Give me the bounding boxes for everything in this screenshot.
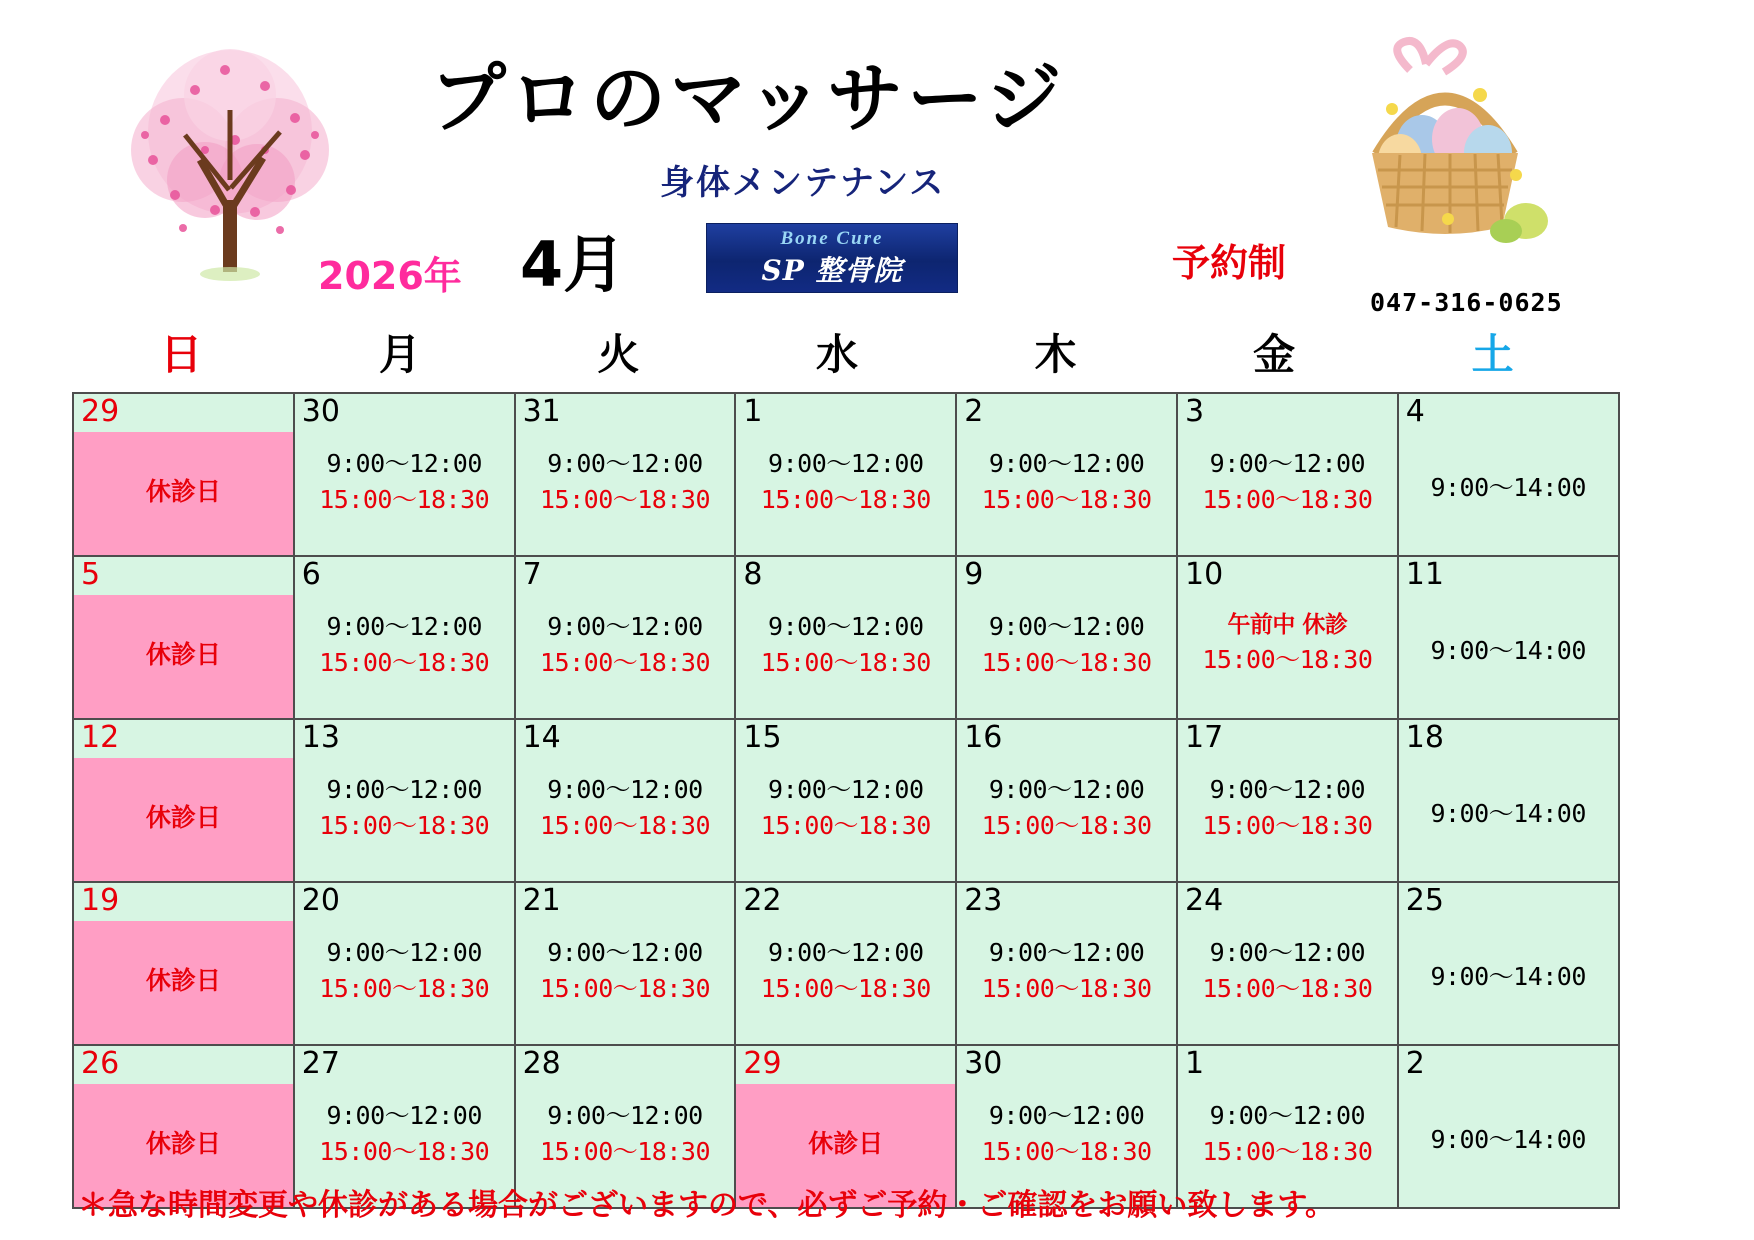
weekday-saturday: 土 (1471, 330, 1514, 379)
day-number: 13 (301, 720, 340, 755)
month-label: 4月 (520, 228, 626, 301)
calendar-day-cell[interactable] (73, 556, 294, 719)
year-label: 2026年 (318, 254, 462, 298)
calendar-grid (72, 392, 1620, 1209)
day-number: 5 (81, 557, 101, 592)
day-hours (1399, 935, 1618, 995)
day-number: 31 (522, 394, 561, 429)
hours-afternoon: 15:00～18:30 (981, 974, 1152, 1004)
hours-morning: 9:00～12:00 (326, 1101, 482, 1130)
calendar-day-cell[interactable] (956, 882, 1177, 1045)
calendar-day-cell[interactable] (73, 882, 294, 1045)
day-number: 2 (964, 394, 984, 429)
easter-basket-icon (1330, 35, 1560, 250)
day-number: 14 (522, 720, 561, 755)
day-hours (736, 446, 955, 519)
hours-afternoon: 15:00～18:30 (319, 485, 490, 515)
calendar-day-cell[interactable] (735, 393, 956, 556)
hours-morning: 9:00～12:00 (988, 449, 1145, 478)
hours-afternoon: 15:00～18:30 (981, 811, 1152, 841)
day-number: 9 (964, 557, 984, 592)
hours-afternoon: 15:00～18:30 (981, 485, 1152, 515)
hours-afternoon: 15:00～18:30 (539, 485, 710, 515)
day-number: 7 (522, 557, 542, 592)
clinic-logo (706, 223, 958, 293)
day-number: 6 (301, 557, 321, 592)
day-number: 23 (964, 883, 1003, 918)
day-hours (295, 772, 514, 845)
day-number: 20 (301, 883, 340, 918)
hours-afternoon: 15:00～18:30 (539, 811, 710, 841)
calendar-week-row (73, 882, 1619, 1045)
hours-afternoon: 15:00～18:30 (1202, 1137, 1373, 1167)
day-number: 17 (1184, 720, 1224, 755)
day-number: 12 (81, 720, 120, 755)
day-number: 24 (1184, 883, 1224, 918)
calendar-day-cell[interactable] (515, 882, 736, 1045)
day-hours (516, 446, 735, 519)
day-number: 3 (1184, 394, 1205, 429)
hours-morning: 9:00～12:00 (326, 775, 482, 804)
closed-day-label: 休診日 (808, 1129, 884, 1158)
day-hours (1399, 609, 1618, 669)
hours-morning: 9:00～12:00 (988, 1101, 1145, 1130)
day-number: 10 (1184, 557, 1224, 592)
calendar-day-cell[interactable] (73, 719, 294, 882)
hours-morning: 9:00～12:00 (1209, 938, 1366, 967)
hours-morning: 9:00～12:00 (326, 612, 482, 641)
hours-afternoon: 15:00～18:30 (539, 1137, 710, 1167)
hours-afternoon: 15:00～18:30 (760, 974, 931, 1004)
page-title: プロのマッサージ (430, 54, 1066, 143)
calendar-day-cell[interactable] (956, 556, 1177, 719)
day-hours (736, 935, 955, 1008)
footer-note: ＊急な時間変更や休診がある場合がございますので、必ずご予約・ご確認をお願い致します。 (78, 1188, 1335, 1223)
day-number: 2 (1405, 1046, 1425, 1081)
calendar-day-cell[interactable] (735, 556, 956, 719)
calendar-day-cell[interactable] (735, 719, 956, 882)
closed-day-label: 休診日 (145, 803, 221, 832)
day-hours (1178, 446, 1397, 519)
day-number: 1 (1184, 1046, 1205, 1081)
day-hours (1178, 1098, 1397, 1171)
hours-afternoon: 15:00～18:30 (760, 648, 931, 678)
day-hours (1178, 772, 1397, 845)
calendar-day-cell[interactable] (956, 719, 1177, 882)
hours-morning: 9:00～12:00 (768, 612, 924, 641)
calendar-day-cell[interactable] (1398, 719, 1619, 882)
logo-top-text: Bone Cure (780, 228, 884, 249)
hours-afternoon: 15:00～18:30 (981, 1137, 1152, 1167)
hours-morning: 9:00～12:00 (1209, 775, 1366, 804)
hours-afternoon: 15:00～18:30 (319, 811, 490, 841)
phone-number: 047-316-0625 (1370, 288, 1563, 317)
hours-saturday: 9:00～14:00 (1430, 1125, 1586, 1154)
day-hours (295, 609, 514, 682)
hours-afternoon: 15:00～18:30 (319, 648, 490, 678)
hours-morning: 9:00～12:00 (988, 938, 1145, 967)
hours-saturday: 9:00～14:00 (1430, 636, 1586, 665)
hours-afternoon: 15:00～18:30 (1202, 974, 1373, 1004)
day-number: 19 (81, 883, 120, 918)
hours-morning: 9:00～12:00 (547, 612, 703, 641)
hours-morning: 9:00～12:00 (988, 612, 1145, 641)
day-number: 29 (81, 394, 120, 429)
calendar-day-cell[interactable] (515, 719, 736, 882)
calendar-day-cell[interactable] (515, 393, 736, 556)
day-hours (516, 1098, 735, 1171)
day-number: 27 (301, 1046, 340, 1081)
hours-morning-closed: 午前中 休診 (1227, 612, 1348, 638)
hours-afternoon: 15:00～18:30 (760, 811, 931, 841)
calendar-day-cell[interactable] (1177, 393, 1398, 556)
day-number: 30 (301, 394, 340, 429)
calendar-day-cell[interactable] (294, 719, 515, 882)
hours-afternoon: 15:00～18:30 (1202, 485, 1373, 515)
day-hours (957, 1098, 1176, 1171)
hours-morning: 9:00～12:00 (547, 449, 703, 478)
calendar-day-cell[interactable] (1177, 719, 1398, 882)
weekday-thursday: 木 (1034, 330, 1077, 379)
hours-morning: 9:00～12:00 (547, 938, 703, 967)
hours-morning: 9:00～12:00 (768, 449, 924, 478)
day-number: 30 (964, 1046, 1003, 1081)
calendar-day-cell[interactable] (1177, 556, 1398, 719)
hours-morning: 9:00～12:00 (326, 938, 482, 967)
hours-saturday: 9:00～14:00 (1430, 473, 1586, 502)
day-hours (516, 772, 735, 845)
hours-afternoon: 15:00～18:30 (981, 648, 1152, 678)
hours-morning: 9:00～12:00 (988, 775, 1145, 804)
day-hours (295, 1098, 514, 1171)
day-hours (957, 935, 1176, 1008)
day-number: 25 (1405, 883, 1444, 918)
calendar-day-cell[interactable] (1398, 556, 1619, 719)
header (0, 0, 1754, 340)
day-hours (1178, 609, 1397, 679)
hours-afternoon: 15:00～18:30 (319, 1137, 490, 1167)
day-number: 29 (743, 1046, 782, 1081)
day-number: 28 (522, 1046, 561, 1081)
closed-day-label: 休診日 (145, 1129, 221, 1158)
reservation-notice: 予約制 (1172, 241, 1287, 285)
page-subtitle: 身体メンテナンス (660, 163, 946, 203)
hours-morning: 9:00～12:00 (547, 1101, 703, 1130)
closed-day-label: 休診日 (145, 966, 221, 995)
calendar-day-cell[interactable] (956, 393, 1177, 556)
hours-morning: 9:00～12:00 (768, 775, 924, 804)
hours-afternoon: 15:00～18:30 (1202, 811, 1373, 841)
calendar-day-cell[interactable] (1398, 393, 1619, 556)
day-hours (516, 935, 735, 1008)
day-hours (736, 609, 955, 682)
day-number: 15 (743, 720, 782, 755)
calendar-day-cell[interactable] (73, 393, 294, 556)
hours-morning: 9:00～12:00 (1209, 449, 1366, 478)
hours-morning: 9:00～12:00 (1209, 1101, 1366, 1130)
calendar-day-cell[interactable] (1398, 1045, 1619, 1208)
day-number: 4 (1405, 394, 1425, 429)
weekday-friday: 金 (1253, 330, 1296, 379)
day-number: 22 (743, 883, 782, 918)
calendar-week-row (73, 393, 1619, 556)
day-hours (1399, 1098, 1618, 1158)
weekday-tuesday: 火 (597, 330, 640, 379)
calendar-day-cell[interactable] (294, 882, 515, 1045)
day-hours (957, 609, 1176, 682)
hours-afternoon: 15:00～18:30 (1202, 645, 1373, 675)
hours-afternoon: 15:00～18:30 (319, 974, 490, 1004)
day-number: 1 (743, 394, 763, 429)
day-hours (295, 446, 514, 519)
day-hours (736, 772, 955, 845)
hours-morning: 9:00～12:00 (768, 938, 924, 967)
calendar-day-cell[interactable] (294, 556, 515, 719)
calendar-week-row (73, 719, 1619, 882)
day-hours (957, 446, 1176, 519)
calendar-day-cell[interactable] (735, 882, 956, 1045)
calendar-day-cell[interactable] (1398, 882, 1619, 1045)
day-number: 21 (522, 883, 561, 918)
weekday-monday: 月 (378, 330, 421, 379)
day-hours (1399, 772, 1618, 832)
hours-saturday: 9:00～14:00 (1430, 799, 1586, 828)
calendar-day-cell[interactable] (1177, 882, 1398, 1045)
hours-saturday: 9:00～14:00 (1430, 962, 1586, 991)
calendar-day-cell[interactable] (515, 556, 736, 719)
calendar-day-cell[interactable] (294, 393, 515, 556)
hours-afternoon: 15:00～18:30 (760, 485, 931, 515)
hours-morning: 9:00～12:00 (326, 449, 482, 478)
day-hours (295, 935, 514, 1008)
closed-day-label: 休診日 (145, 477, 221, 506)
day-number: 26 (81, 1046, 120, 1081)
day-number: 11 (1405, 557, 1444, 592)
weekday-wednesday: 水 (815, 330, 858, 379)
hours-afternoon: 15:00～18:30 (539, 648, 710, 678)
day-number: 8 (743, 557, 763, 592)
day-hours (1399, 446, 1618, 506)
day-number: 18 (1405, 720, 1444, 755)
logo-bottom-text: SP 整骨院 (761, 254, 903, 287)
day-number: 16 (964, 720, 1003, 755)
day-hours (516, 609, 735, 682)
weekday-sunday: 日 (160, 330, 203, 379)
day-hours (1178, 935, 1397, 1008)
hours-afternoon: 15:00～18:30 (539, 974, 710, 1004)
weekday-header-row (72, 322, 1602, 382)
calendar-week-row (73, 556, 1619, 719)
closed-day-label: 休診日 (145, 640, 221, 669)
hours-morning: 9:00～12:00 (547, 775, 703, 804)
day-hours (957, 772, 1176, 845)
